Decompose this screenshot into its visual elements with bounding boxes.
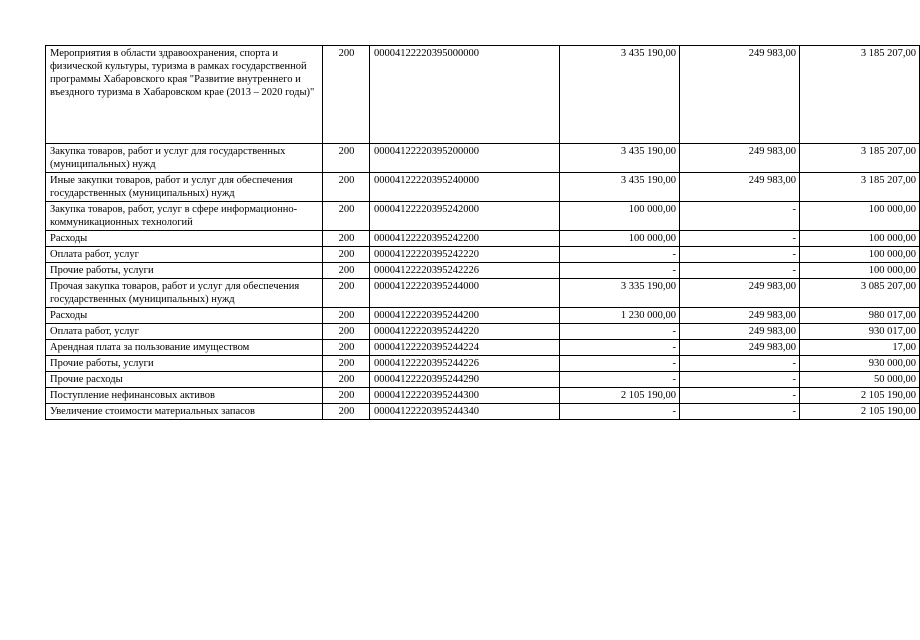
cell-executed: - [680,247,800,263]
cell-name: Иные закупки товаров, работ и услуг для обеспечения государственных (муниципальных) нужд [46,173,323,202]
table-row [46,356,920,372]
table-body [46,46,920,420]
cell-remaining: 3 185 207,00 [800,46,920,144]
table-row [46,202,920,231]
cell-budget-code: 00004122220395244000 [370,279,560,308]
cell-line-code: 200 [323,263,370,279]
table-row [46,46,920,144]
cell-executed: 249 983,00 [680,324,800,340]
cell-remaining: 100 000,00 [800,231,920,247]
cell-name: Прочая закупка товаров, работ и услуг для обеспечения государственных (муниципальных) нужд [46,279,323,308]
table-row [46,308,920,324]
cell-line-code: 200 [323,202,370,231]
cell-name: Закупка товаров, работ и услуг для государственных (муниципальных) нужд [46,144,323,173]
cell-executed: - [680,202,800,231]
cell-approved: - [560,247,680,263]
cell-line-code: 200 [323,356,370,372]
cell-executed: - [680,404,800,420]
cell-approved: 100 000,00 [560,231,680,247]
table-row [46,279,920,308]
cell-line-code: 200 [323,173,370,202]
cell-remaining: 980 017,00 [800,308,920,324]
cell-line-code: 200 [323,372,370,388]
cell-name: Мероприятия в области здравоохранения, спорта и физической культуры, туризма в рамках государственной программы Хабаровского края "Развитие внутреннего и въездного туризма в Хабаровском крае (2013 – 2020 годы)" [46,46,323,144]
cell-approved: - [560,340,680,356]
table-row [46,263,920,279]
cell-budget-code: 00004122220395244200 [370,308,560,324]
cell-budget-code: 00004122220395244290 [370,372,560,388]
cell-budget-code: 00004122220395200000 [370,144,560,173]
cell-executed: - [680,231,800,247]
cell-budget-code: 00004122220395242200 [370,231,560,247]
cell-approved: - [560,404,680,420]
cell-budget-code: 00004122220395000000 [370,46,560,144]
cell-remaining: 3 085 207,00 [800,279,920,308]
cell-line-code: 200 [323,279,370,308]
cell-approved: 3 435 190,00 [560,144,680,173]
table-row [46,388,920,404]
cell-name: Закупка товаров, работ, услуг в сфере информационно-коммуникационных технологий [46,202,323,231]
table-row [46,372,920,388]
table-row [46,144,920,173]
cell-remaining: 3 185 207,00 [800,173,920,202]
table-row [46,231,920,247]
cell-executed: 249 983,00 [680,173,800,202]
cell-name: Прочие работы, услуги [46,356,323,372]
cell-name: Расходы [46,308,323,324]
cell-name: Поступление нефинансовых активов [46,388,323,404]
cell-budget-code: 00004122220395242220 [370,247,560,263]
cell-remaining: 50 000,00 [800,372,920,388]
cell-line-code: 200 [323,144,370,173]
cell-name: Оплата работ, услуг [46,324,323,340]
cell-executed: 249 983,00 [680,308,800,324]
cell-budget-code: 00004122220395240000 [370,173,560,202]
cell-remaining: 930 017,00 [800,324,920,340]
document-page [45,45,920,420]
cell-line-code: 200 [323,324,370,340]
cell-executed: - [680,372,800,388]
cell-approved: 1 230 000,00 [560,308,680,324]
cell-executed: 249 983,00 [680,46,800,144]
cell-budget-code: 00004122220395242000 [370,202,560,231]
cell-approved: - [560,263,680,279]
cell-name: Расходы [46,231,323,247]
cell-name: Увеличение стоимости материальных запасов [46,404,323,420]
cell-remaining: 100 000,00 [800,202,920,231]
cell-executed: 249 983,00 [680,144,800,173]
cell-executed: - [680,388,800,404]
table-row [46,247,920,263]
cell-line-code: 200 [323,46,370,144]
cell-budget-code: 00004122220395244224 [370,340,560,356]
cell-approved: 3 335 190,00 [560,279,680,308]
cell-remaining: 2 105 190,00 [800,388,920,404]
cell-budget-code: 00004122220395244220 [370,324,560,340]
cell-line-code: 200 [323,308,370,324]
cell-approved: 3 435 190,00 [560,46,680,144]
cell-remaining: 100 000,00 [800,247,920,263]
cell-remaining: 3 185 207,00 [800,144,920,173]
cell-executed: 249 983,00 [680,340,800,356]
cell-budget-code: 00004122220395244340 [370,404,560,420]
cell-executed: 249 983,00 [680,279,800,308]
table-row [46,173,920,202]
cell-executed: - [680,263,800,279]
cell-name: Прочие работы, услуги [46,263,323,279]
cell-line-code: 200 [323,388,370,404]
cell-executed: - [680,356,800,372]
cell-remaining: 930 000,00 [800,356,920,372]
cell-remaining: 100 000,00 [800,263,920,279]
cell-line-code: 200 [323,404,370,420]
cell-name: Оплата работ, услуг [46,247,323,263]
cell-approved: 100 000,00 [560,202,680,231]
table-row [46,324,920,340]
cell-remaining: 17,00 [800,340,920,356]
cell-remaining: 2 105 190,00 [800,404,920,420]
cell-approved: - [560,372,680,388]
cell-approved: 3 435 190,00 [560,173,680,202]
cell-line-code: 200 [323,247,370,263]
table-row [46,340,920,356]
budget-execution-table [45,45,920,420]
cell-line-code: 200 [323,231,370,247]
cell-approved: 2 105 190,00 [560,388,680,404]
cell-budget-code: 00004122220395242226 [370,263,560,279]
cell-budget-code: 00004122220395244226 [370,356,560,372]
cell-name: Арендная плата за пользование имуществом [46,340,323,356]
cell-name: Прочие расходы [46,372,323,388]
cell-approved: - [560,324,680,340]
table-row [46,404,920,420]
cell-line-code: 200 [323,340,370,356]
cell-budget-code: 00004122220395244300 [370,388,560,404]
cell-approved: - [560,356,680,372]
